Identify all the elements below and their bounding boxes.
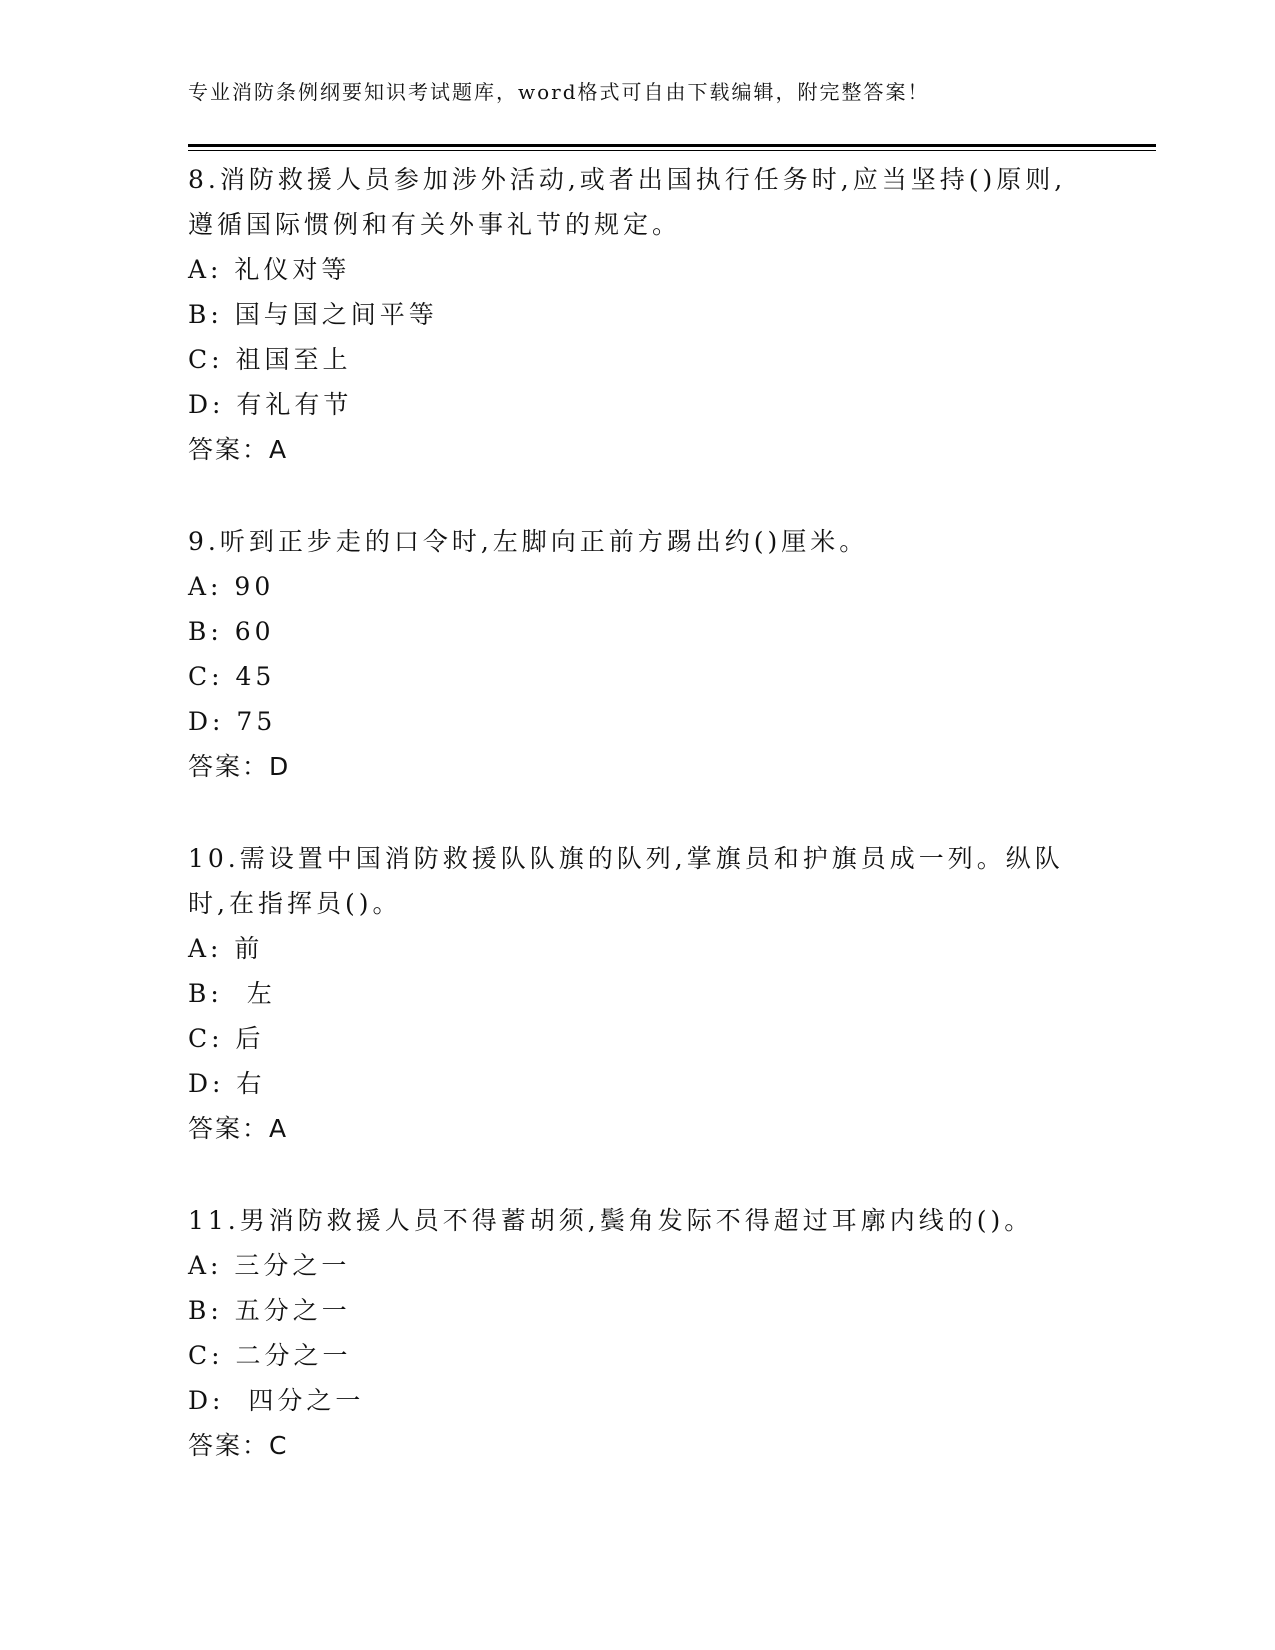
option-c: C: 45 [188, 662, 276, 691]
page-header: 专业消防条例纲要知识考试题库，word格式可自由下载编辑，附完整答案！ [188, 80, 930, 104]
answer-line: 答案：C [188, 1431, 289, 1460]
option-d: D: 有礼有节 [188, 390, 353, 419]
option-d: D: 右 [188, 1069, 266, 1098]
question-stem: 9.听到正步走的口令时,左脚向正前方踢出约()厘米。 [188, 527, 869, 556]
option-a: A: 三分之一 [188, 1251, 351, 1280]
option-a: A: 前 [188, 934, 264, 963]
option-a: A: 礼仪对等 [188, 255, 351, 284]
option-c: C: 后 [188, 1024, 265, 1053]
option-c: C: 祖国至上 [188, 345, 352, 374]
option-b: B: 国与国之间平等 [188, 300, 438, 329]
option-b: B: 五分之一 [188, 1296, 351, 1325]
question-11 [188, 1198, 1088, 1469]
option-d: D: 75 [188, 707, 277, 736]
option-d: D: 四分之一 [188, 1386, 365, 1415]
header-rule-thin [188, 150, 1156, 151]
header-rule-thick [188, 144, 1156, 147]
question-9 [188, 519, 1088, 790]
option-b: B: 左 [188, 979, 276, 1008]
answer-line: 答案：A [188, 1114, 289, 1143]
answer-line: 答案：D [188, 752, 291, 781]
answer-line: 答案：A [188, 435, 289, 464]
question-stem: 8.消防救援人员参加涉外活动,或者出国执行任务时,应当坚持()原则,遵循国际惯例和有关外事礼节的规定。 [188, 165, 1067, 239]
question-list [188, 157, 1088, 1515]
option-b: B: 60 [188, 617, 275, 646]
question-stem: 10.需设置中国消防救援队队旗的队列,掌旗员和护旗员成一列。纵队时,在指挥员()。 [188, 844, 1064, 918]
option-a: A: 90 [188, 572, 275, 601]
question-10 [188, 836, 1088, 1152]
question-8 [188, 157, 1088, 473]
option-c: C: 二分之一 [188, 1341, 352, 1370]
question-stem: 11.男消防救援人员不得蓄胡须,鬓角发际不得超过耳廓内线的()。 [188, 1206, 1034, 1235]
